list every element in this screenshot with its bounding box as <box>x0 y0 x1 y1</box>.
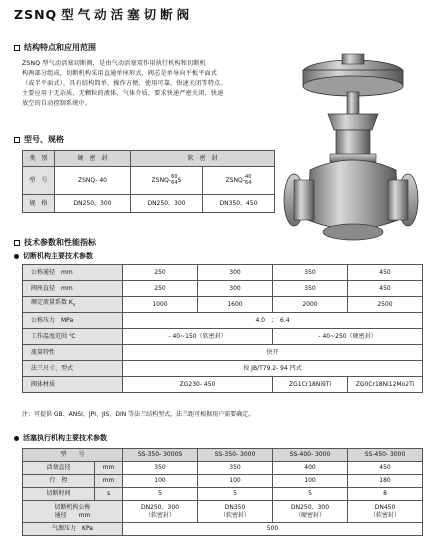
square-bullet-icon <box>14 137 20 143</box>
cell: 350 <box>123 462 198 475</box>
cell: 5 <box>198 488 273 501</box>
unit: s <box>95 488 123 501</box>
cell: 8 <box>348 488 423 501</box>
cell: 100 <box>123 475 198 488</box>
cell: 2000 <box>273 297 348 313</box>
actuator-params-table <box>22 448 423 536</box>
cell-flow: 快开 <box>123 345 423 361</box>
cell-material-3: ZG0Cr18Ni12Mo2Ti <box>348 377 423 393</box>
structure-description <box>22 59 288 109</box>
label-temp-range: 工作温度范围 ℃ <box>23 329 123 345</box>
header-soft-seal: 软 密 封 <box>131 151 275 167</box>
unit: mm <box>95 475 123 488</box>
cell: 450 <box>348 281 423 297</box>
cell-material-2: ZG1Cr18Ni9Ti <box>273 377 348 393</box>
description-line: （或半平面式），具有结构简单、操作方便、使用可靠、快速关闭等特点。 <box>22 80 227 87</box>
model-soft-2: ZSNQ-40 64 <box>203 167 275 195</box>
cell: 300 <box>198 281 273 297</box>
cell-flange: 按 JB/T79.2- 94 凹式 <box>123 361 423 377</box>
cutoff-params-table <box>22 264 423 393</box>
description-line: 放空的自动控制系统中。 <box>22 100 92 107</box>
cell: 300 <box>198 265 273 281</box>
label-seat-diameter: 阀座直径 mm <box>23 281 123 297</box>
cell: 400 <box>273 462 348 475</box>
cell: DN250、300 （硬密封） <box>273 501 348 523</box>
cell: SS-450- 3000 <box>348 449 423 462</box>
cell: 450 <box>348 462 423 475</box>
model-soft-1: ZSNQ-60 64S <box>131 167 203 195</box>
label-flange: 法兰尺寸、型式 <box>23 361 123 377</box>
label-nominal-pressure: 公称压力 MPa <box>23 313 123 329</box>
header-hard-seal: 硬 密 封 <box>55 151 131 167</box>
row-label-model: 型 号 <box>23 167 55 195</box>
cell-temp-soft: - 40~150（软密封） <box>123 329 273 345</box>
flange-note: 注：可提供 GB、ANSI、JPI、JIS、DIN 等法兰结构型式，法兰距可根据用户需要确定。 <box>22 411 255 418</box>
square-bullet-icon <box>14 240 20 246</box>
cell: 1000 <box>123 297 198 313</box>
square-bullet-icon <box>14 45 20 51</box>
label-flow-coefficient: 额定流量系数 $K_v$ <box>23 297 123 313</box>
label-nominal-diameter: 公称通径 mm <box>23 265 123 281</box>
section-structure-heading: 结构特点和应用范围 <box>14 42 96 53</box>
label-flow-characteristic: 流量特性 <box>23 345 123 361</box>
cell: 100 <box>198 475 273 488</box>
row-label-spec: 规 格 <box>23 195 55 213</box>
spec-soft-1: DN250、300 <box>131 195 203 213</box>
unit: mm <box>95 462 123 475</box>
cell-pressure: 4.0 ； 6.4 <box>123 313 423 329</box>
page-title <box>14 5 193 23</box>
cell: 1600 <box>198 297 273 313</box>
spec-soft-2: DN350、450 <box>203 195 275 213</box>
cell: DN250、300 （软密封） <box>123 501 198 523</box>
cell: 250 <box>123 281 198 297</box>
label-body-material: 阀体材质 <box>23 377 123 393</box>
cell: 100 <box>273 475 348 488</box>
cell: 2500 <box>348 297 423 313</box>
cell: DN350 （软密封） <box>198 501 273 523</box>
label-piston-diameter: 活塞直径 <box>23 462 95 475</box>
cell: 350 <box>273 265 348 281</box>
cell-material-1: ZG230- 450 <box>123 377 273 393</box>
cell-temp-hard: - 40~250（硬密封） <box>273 329 423 345</box>
title-model: ZSNQ <box>14 7 58 22</box>
cell: SS-350- 3000 <box>198 449 273 462</box>
header-category: 类 别 <box>23 151 55 167</box>
section-params-heading: 技术参数和性能指标 <box>14 237 96 248</box>
label-model: 型 号 <box>23 449 123 462</box>
cell: 350 <box>198 462 273 475</box>
label-stroke: 行 程 <box>23 475 95 488</box>
valve-illustration <box>280 52 422 250</box>
section-model-heading: 型号、规格 <box>14 134 64 145</box>
label-cutoff-nominal-dn: 切断机构公称 通径 mm <box>23 501 123 523</box>
dot-bullet-icon <box>14 436 19 441</box>
description-line: 构两部分组成，切断机构采用直通单座形式，阀芯是单导向平板平面式 <box>22 70 218 77</box>
cell: 5 <box>273 488 348 501</box>
actuator-params-heading: 活塞执行机构主要技术参数 <box>14 433 107 443</box>
label-air-pressure: 气源压力 KPa <box>23 523 123 536</box>
cell: 450 <box>348 265 423 281</box>
cell: SS-400- 3000 <box>273 449 348 462</box>
title-name: 型气动活塞切断阀 <box>61 7 194 22</box>
cell: 5 <box>123 488 198 501</box>
description-line: ZSNQ 型气动活塞切断阀，是由气动活塞双作用执行机构和切断机 <box>22 60 206 67</box>
cell-air-pressure: 500 <box>123 523 423 536</box>
model-hard: ZSNQ- 40 <box>55 167 131 195</box>
cell: DN450 （软密封） <box>348 501 423 523</box>
cell: SS-350- 3000S <box>123 449 198 462</box>
label-cutoff-time: 切断时间 <box>23 488 95 501</box>
dot-bullet-icon <box>14 254 19 259</box>
cell: 250 <box>123 265 198 281</box>
model-spec-table <box>22 150 275 213</box>
cell: 180 <box>348 475 423 488</box>
cell: 350 <box>273 281 348 297</box>
description-line: 主要应用于无杂质、无颗粒的液体、气体介质，要求快速严密关闭、快速 <box>22 90 224 97</box>
cutoff-params-heading: 切断机构主要技术参数 <box>14 251 93 261</box>
spec-hard: DN250、300 <box>55 195 131 213</box>
